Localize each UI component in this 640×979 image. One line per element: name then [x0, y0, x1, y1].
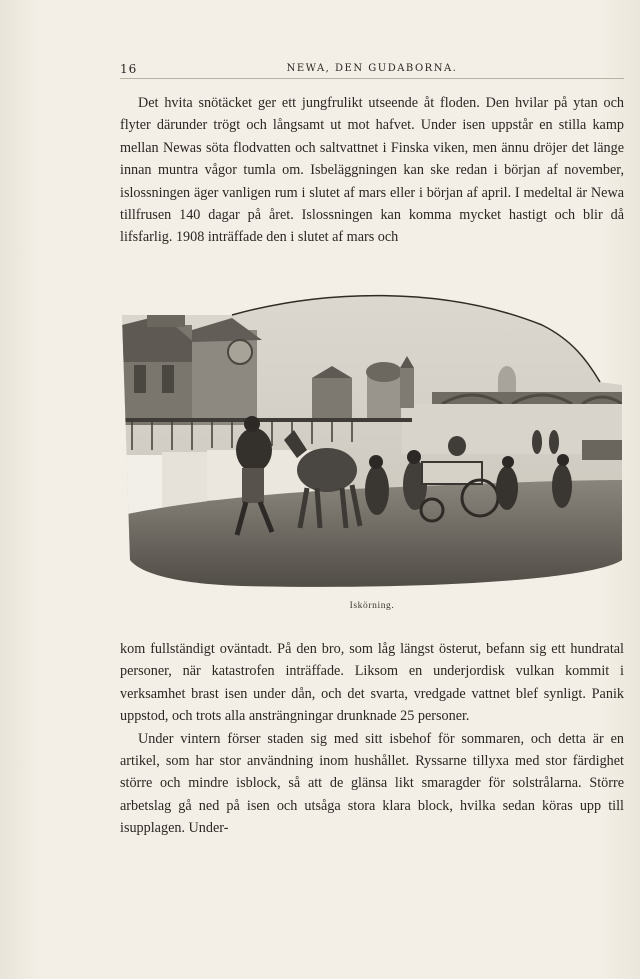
page-number: 16 — [120, 62, 138, 76]
figure-caption: Iskörning. — [349, 601, 395, 611]
paragraph: Under vintern förser staden sig med sitt isbehof för sommaren, och detta är en artikel, som har stor användning inom hushållet. Ryssarne tillyxa med stor färdighet större och mindre isblock, så att de glänsa likt smaragder för solstrålarna. Större arbetslag gå ned på isen och utsåga stora klara block, hvilka sedan köras upp till isupplagen. Under- — [120, 730, 624, 837]
paragraph: kom fullständigt oväntadt. På den bro, som låg längst österut, befann sig ett hundratal personer, när katastrofen inträffade. Liksom en underjordisk vulkan kommit i verksamhet brast isen under dån, och det svarta, vredgade vattnet blef synligt. Panik uppstod, och trots alla ansträngningar drunknade 25 personer. — [120, 641, 624, 725]
page-header — [120, 60, 624, 79]
text-block-bottom — [120, 638, 624, 840]
text-block-top — [120, 92, 624, 249]
running-title: NEWA, DEN GUDABORNA. — [286, 63, 458, 74]
photo-illustration — [122, 290, 622, 590]
photo-ice-harvest — [122, 290, 622, 590]
paragraph: Det hvita snötäcket ger ett jungfrulikt utseende åt floden. Den hvilar på ytan och flyter därunder trögt och långsamt ut mot hafvet. Under isen uppstår en stilla kamp mellan Newas söta flodvatten och saltvattnet i Finska viken, men ännu dröjer det länge innan muntra vågor tumla om. Isbeläggningen kan ske redan i början af november, islossningen äger vanligen rum i slutet af mars eller i början af april. I medeltal är Newa tillfrusen 140 dagar på året. Islossningen kan komma mycket hastigt och blir då lifsfarlig. 1908 inträffade den i slutet af mars och — [120, 95, 624, 246]
